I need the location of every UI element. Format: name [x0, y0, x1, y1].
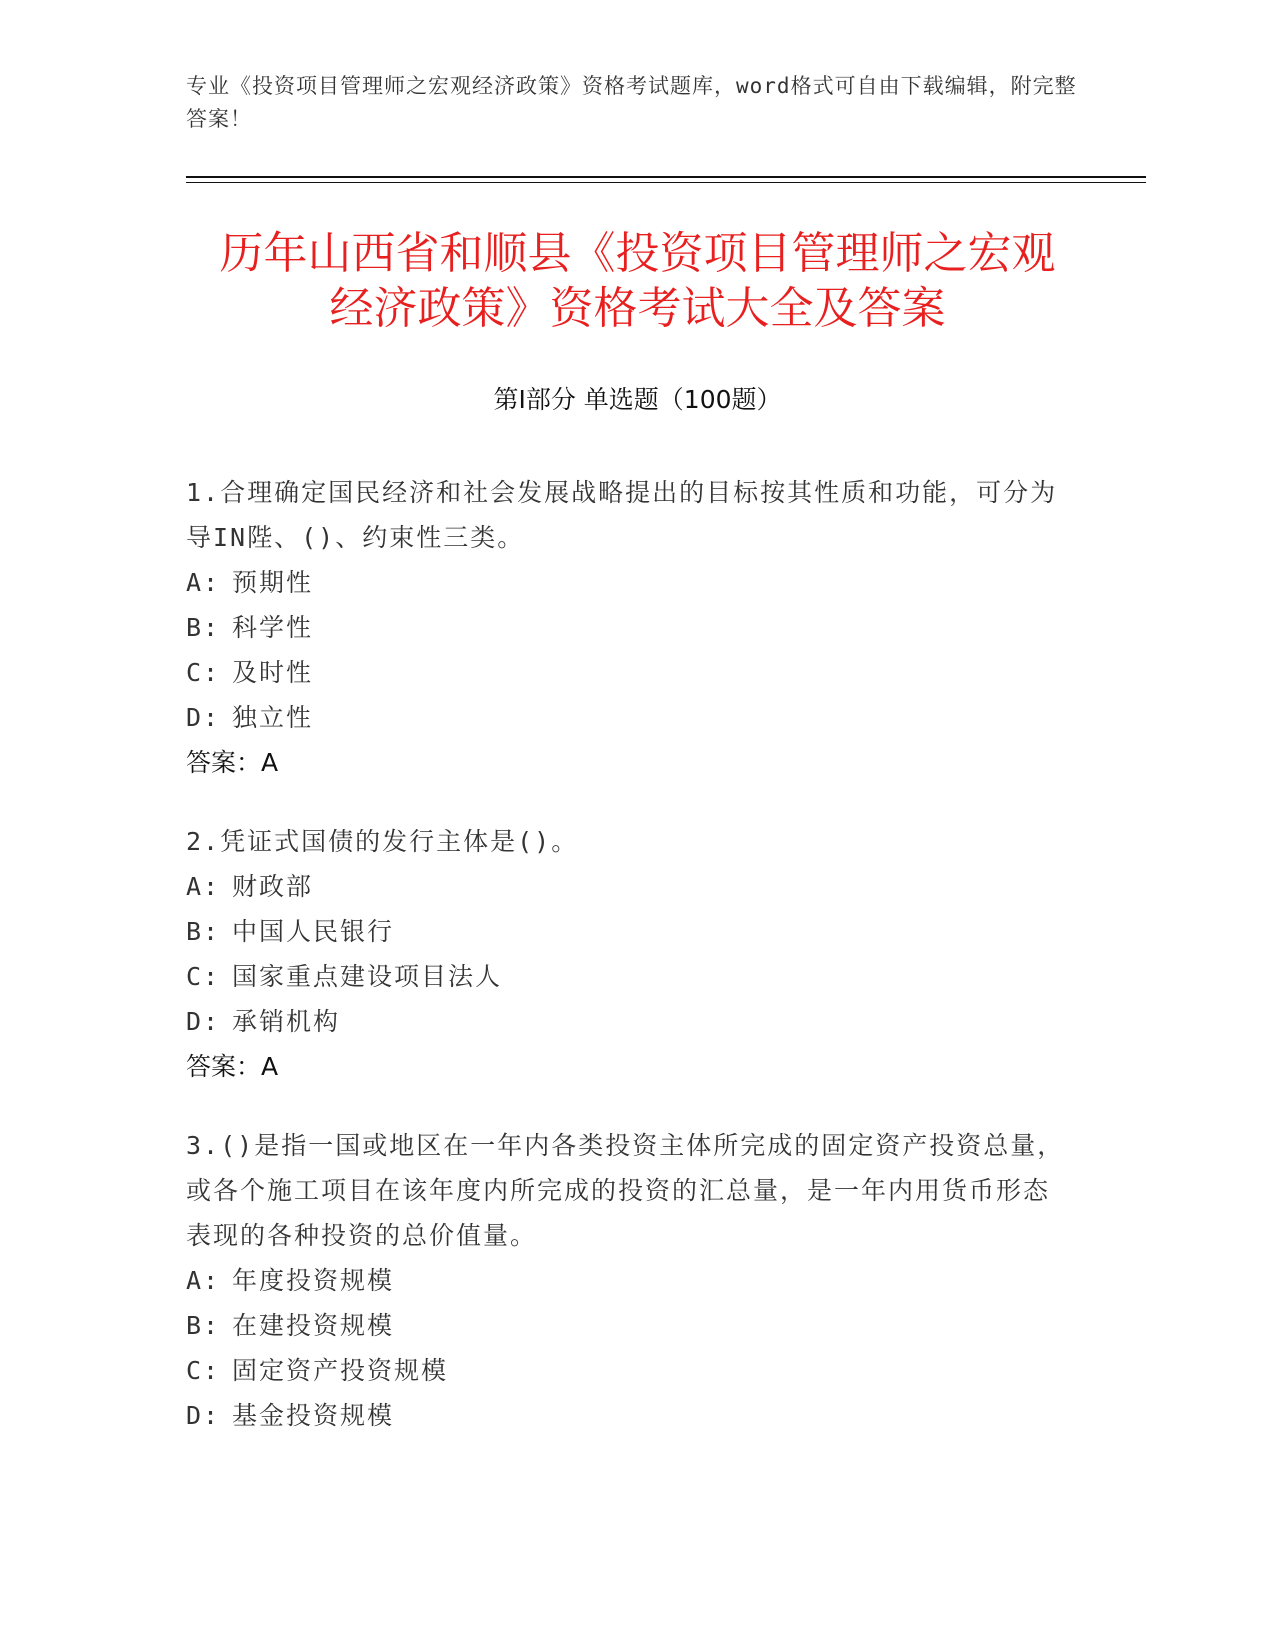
option-text: 独立性 — [232, 703, 314, 732]
question-1 — [186, 470, 1066, 785]
question-list — [186, 470, 1066, 1472]
section-heading: 第I部分 单选题（100题） — [493, 385, 782, 414]
question-stem: 1.合理确定国民经济和社会发展战略提出的目标按其性质和功能，可分为导IN陛、()、约束性三类。 — [186, 478, 1058, 552]
option-text: 预期性 — [232, 568, 314, 597]
option-letter: A: — [186, 1266, 221, 1295]
header-divider-thin — [186, 182, 1146, 183]
option-letter: C: — [186, 1356, 221, 1385]
option-a — [186, 864, 1066, 909]
option-text: 及时性 — [232, 658, 314, 687]
question-2 — [186, 819, 1066, 1089]
option-text: 国家重点建设项目法人 — [232, 962, 503, 991]
option-b — [186, 605, 1066, 650]
option-text: 年度投资规模 — [232, 1266, 395, 1295]
option-letter: C: — [186, 962, 221, 991]
option-text: 承销机构 — [232, 1007, 341, 1036]
option-letter: A: — [186, 568, 221, 597]
question-3 — [186, 1123, 1066, 1438]
title-line-1: 历年山西省和顺县《投资项目管理师之宏观 — [219, 228, 1056, 279]
option-letter: B: — [186, 1311, 221, 1340]
option-letter: B: — [186, 917, 221, 946]
option-a — [186, 560, 1066, 605]
option-text: 基金投资规模 — [232, 1401, 395, 1430]
option-text: 科学性 — [232, 613, 314, 642]
header-note: 专业《投资项目管理师之宏观经济政策》资格考试题库，word格式可自由下载编辑，附完整答案！ — [186, 74, 1077, 131]
option-letter: D: — [186, 703, 221, 732]
option-a — [186, 1258, 1066, 1303]
option-letter: D: — [186, 1401, 221, 1430]
option-text: 固定资产投资规模 — [232, 1356, 449, 1385]
option-c — [186, 954, 1066, 999]
option-text: 在建投资规模 — [232, 1311, 395, 1340]
title-line-2: 经济政策》资格考试大全及答案 — [329, 283, 946, 334]
document-title — [150, 226, 1125, 336]
option-letter: D: — [186, 1007, 221, 1036]
question-stem: 2.凭证式国债的发行主体是()。 — [186, 827, 579, 856]
option-text: 财政部 — [232, 872, 314, 901]
option-d — [186, 1393, 1066, 1438]
option-b — [186, 909, 1066, 954]
option-d — [186, 695, 1066, 740]
option-letter: A: — [186, 872, 221, 901]
question-stem: 3.()是指一国或地区在一年内各类投资主体所完成的固定资产投资总量，或各个施工项目在该年度内所完成的投资的汇总量，是一年内用货币形态表现的各种投资的总价值量。 — [186, 1131, 1065, 1250]
answer-line: 答案：A — [186, 1052, 279, 1081]
option-text: 中国人民银行 — [232, 917, 395, 946]
header-divider-thick — [186, 176, 1146, 178]
option-d — [186, 999, 1066, 1044]
answer-line: 答案：A — [186, 748, 279, 777]
option-b — [186, 1303, 1066, 1348]
option-letter: C: — [186, 658, 221, 687]
option-c — [186, 1348, 1066, 1393]
option-c — [186, 650, 1066, 695]
option-letter: B: — [186, 613, 221, 642]
